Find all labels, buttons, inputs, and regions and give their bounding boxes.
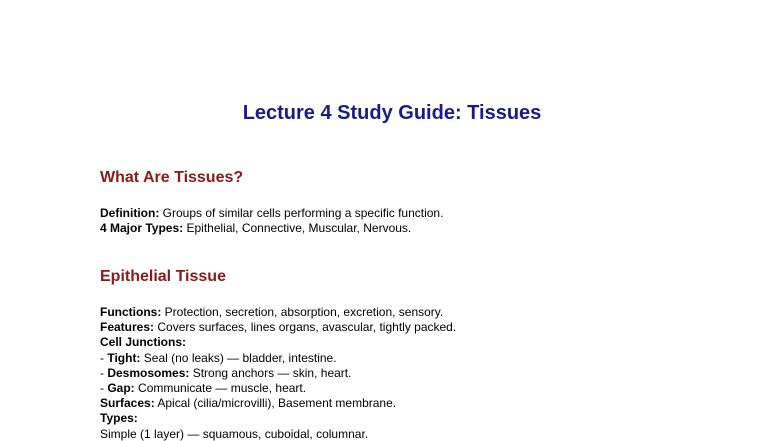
line-label: 4 Major Types:: [100, 221, 184, 236]
line-text: Simple (1 layer) — squamous, cuboidal, columnar.: [100, 426, 369, 441]
section-body-epithelial-tissue: [100, 305, 456, 441]
line-prefix: -: [100, 350, 108, 365]
line-label: Surfaces:: [100, 396, 155, 411]
text-line: [100, 411, 456, 426]
section-heading-what-are-tissues: What Are Tissues?: [100, 169, 244, 186]
text-line: [100, 305, 456, 320]
line-text: Seal (no leaks) — bladder, intestine.: [140, 350, 337, 365]
text-line: [100, 366, 456, 381]
line-text: Apical (cilia/microvilli), Basement membrane.: [154, 396, 397, 411]
line-label: Features:: [100, 320, 155, 335]
line-prefix: -: [100, 365, 108, 380]
line-label: Desmosomes:: [107, 365, 190, 380]
text-line: [100, 206, 443, 221]
line-text: Communicate — muscle, heart.: [134, 381, 307, 396]
line-text: Covers surfaces, lines organs, avascular, tightly packed.: [154, 320, 457, 335]
line-text: Groups of similar cells performing a specific function.: [159, 206, 444, 220]
line-label: Tight:: [107, 350, 141, 365]
text-line: [100, 320, 456, 335]
line-label: Functions:: [100, 305, 162, 319]
line-text: Protection, secretion, absorption, excretion, sensory.: [161, 305, 444, 319]
text-line: [100, 221, 443, 236]
page-title: Lecture 4 Study Guide: Tissues: [242, 102, 542, 124]
line-prefix: -: [100, 381, 108, 396]
text-line: [100, 335, 456, 350]
line-label: Definition:: [100, 206, 160, 220]
line-text: Epithelial, Connective, Muscular, Nervous.: [183, 221, 412, 236]
section-body-what-are-tissues: [100, 206, 443, 236]
text-line: [100, 351, 456, 366]
text-line: [100, 381, 456, 396]
line-text: Strong anchors — skin, heart.: [189, 365, 352, 380]
section-heading-epithelial-tissue: Epithelial Tissue: [100, 268, 226, 285]
line-label: Types:: [100, 411, 138, 426]
line-label: Cell Junctions:: [100, 335, 187, 350]
text-line: [100, 427, 456, 441]
line-label: Gap:: [107, 381, 135, 396]
text-line: [100, 396, 456, 411]
